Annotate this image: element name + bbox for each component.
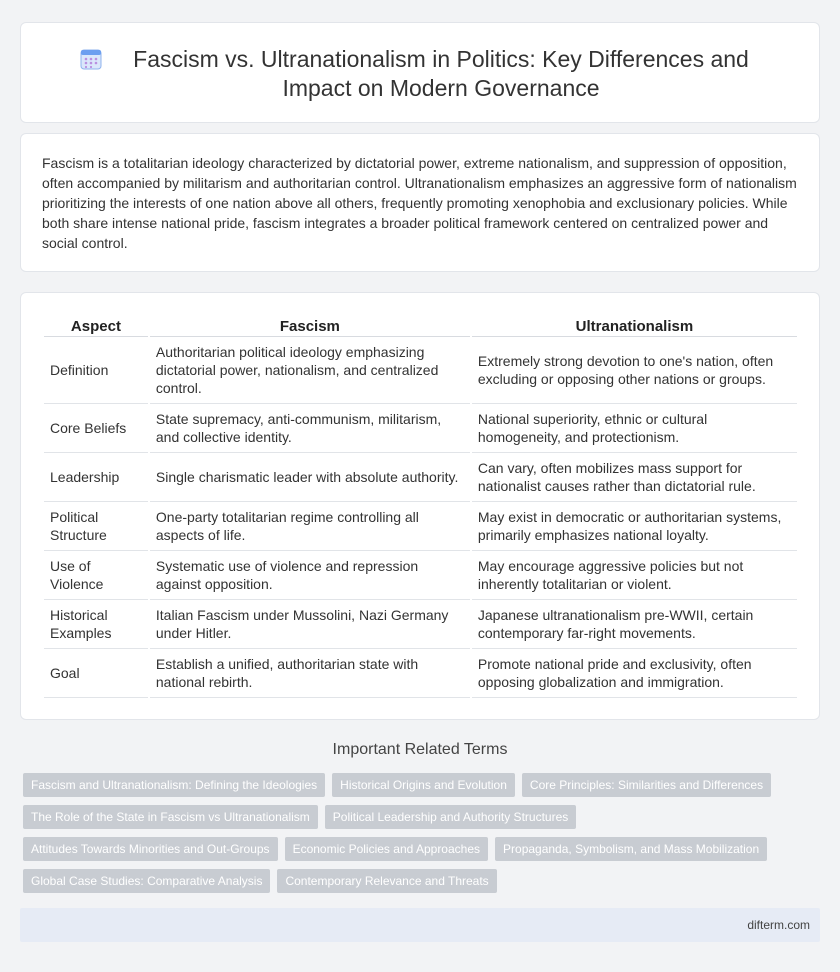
table-row <box>44 600 797 649</box>
aspect-cell: Use of Violence <box>44 551 148 600</box>
comparison-table-card <box>20 292 820 720</box>
table-row <box>44 551 797 600</box>
tag-row <box>23 869 823 893</box>
ultranationalism-cell: Promote national pride and exclusivity, often opposing globalization and immigration. <box>472 649 797 698</box>
column-header-ultranationalism: Ultranationalism <box>472 313 797 337</box>
fascism-cell: Italian Fascism under Mussolini, Nazi Germany under Hitler. <box>150 600 470 649</box>
aspect-cell: Goal <box>44 649 148 698</box>
ultranationalism-cell: Can vary, often mobilizes mass support for nationalist causes rather than dictatorial rule. <box>472 453 797 502</box>
aspect-cell: Historical Examples <box>44 600 148 649</box>
fascism-cell: Establish a unified, authoritarian state with national rebirth. <box>150 649 470 698</box>
page-title-line-2: Impact on Modern Governance <box>282 75 600 101</box>
column-header-aspect: Aspect <box>44 313 148 337</box>
intro-paragraph: Fascism is a totalitarian ideology characterized by dictatorial power, extreme nationalism, and suppression of opposition, often accompanied by militarism and authoritarian control. Ultranationalism emphasizes an aggressive form of nationalism prioritizing the interests of one nation above all others, frequently promoting xenophobia and exclusionary policies. While both share intense national pride, fascism integrates a broader political framework centered on centralized power and social control. <box>42 155 797 251</box>
ultranationalism-cell: Extremely strong devotion to one's nation, often excluding or opposing other nations or groups. <box>472 337 797 404</box>
intro-card <box>20 133 820 272</box>
related-term-tag[interactable]: Propaganda, Symbolism, and Mass Mobilization <box>495 837 767 861</box>
related-term-tag[interactable]: Political Leadership and Authority Structures <box>325 805 576 829</box>
table-row <box>44 453 797 502</box>
site-link[interactable]: difterm.com <box>747 918 810 932</box>
aspect-cell: Definition <box>44 337 148 404</box>
footer-bar <box>20 908 820 942</box>
aspect-cell: Core Beliefs <box>44 404 148 453</box>
tag-row <box>23 773 823 797</box>
fascism-cell: Authoritarian political ideology emphasizing dictatorial power, nationalism, and centralized control. <box>150 337 470 404</box>
ultranationalism-cell: Japanese ultranationalism pre-WWII, certain contemporary far-right movements. <box>472 600 797 649</box>
page-title-line-1: Fascism vs. Ultranationalism in Politics: Key Differences and <box>133 46 749 72</box>
fascism-cell: One-party totalitarian regime controlling all aspects of life. <box>150 502 470 551</box>
page-title <box>91 45 791 103</box>
header-card <box>20 22 820 123</box>
ultranationalism-cell: May exist in democratic or authoritarian systems, primarily emphasizes national loyalty. <box>472 502 797 551</box>
related-term-tag[interactable]: Contemporary Relevance and Threats <box>277 869 496 893</box>
table-row <box>44 649 797 698</box>
tag-row <box>23 837 823 861</box>
related-term-tag[interactable]: Attitudes Towards Minorities and Out-Groups <box>23 837 278 861</box>
related-term-tag[interactable]: Historical Origins and Evolution <box>332 773 515 797</box>
aspect-cell: Political Structure <box>44 502 148 551</box>
fascism-cell: Single charismatic leader with absolute authority. <box>150 453 470 502</box>
comparison-table <box>42 313 799 698</box>
table-row <box>44 337 797 404</box>
ultranationalism-cell: National superiority, ethnic or cultural homogeneity, and protectionism. <box>472 404 797 453</box>
column-header-fascism: Fascism <box>150 313 470 337</box>
table-header-row <box>44 313 797 337</box>
aspect-cell: Leadership <box>44 453 148 502</box>
related-term-tag[interactable]: Fascism and Ultranationalism: Defining the Ideologies <box>23 773 325 797</box>
fascism-cell: State supremacy, anti-communism, militarism, and collective identity. <box>150 404 470 453</box>
tag-row <box>23 805 823 829</box>
table-row <box>44 502 797 551</box>
related-term-tag[interactable]: Core Principles: Similarities and Differences <box>522 773 771 797</box>
related-terms-list <box>23 773 823 901</box>
table-row <box>44 404 797 453</box>
related-term-tag[interactable]: Economic Policies and Approaches <box>285 837 488 861</box>
fascism-cell: Systematic use of violence and repression against opposition. <box>150 551 470 600</box>
related-term-tag[interactable]: The Role of the State in Fascism vs Ultranationalism <box>23 805 318 829</box>
related-term-tag[interactable]: Global Case Studies: Comparative Analysis <box>23 869 270 893</box>
ultranationalism-cell: May encourage aggressive policies but not inherently totalitarian or violent. <box>472 551 797 600</box>
related-terms-heading: Important Related Terms <box>332 741 508 758</box>
